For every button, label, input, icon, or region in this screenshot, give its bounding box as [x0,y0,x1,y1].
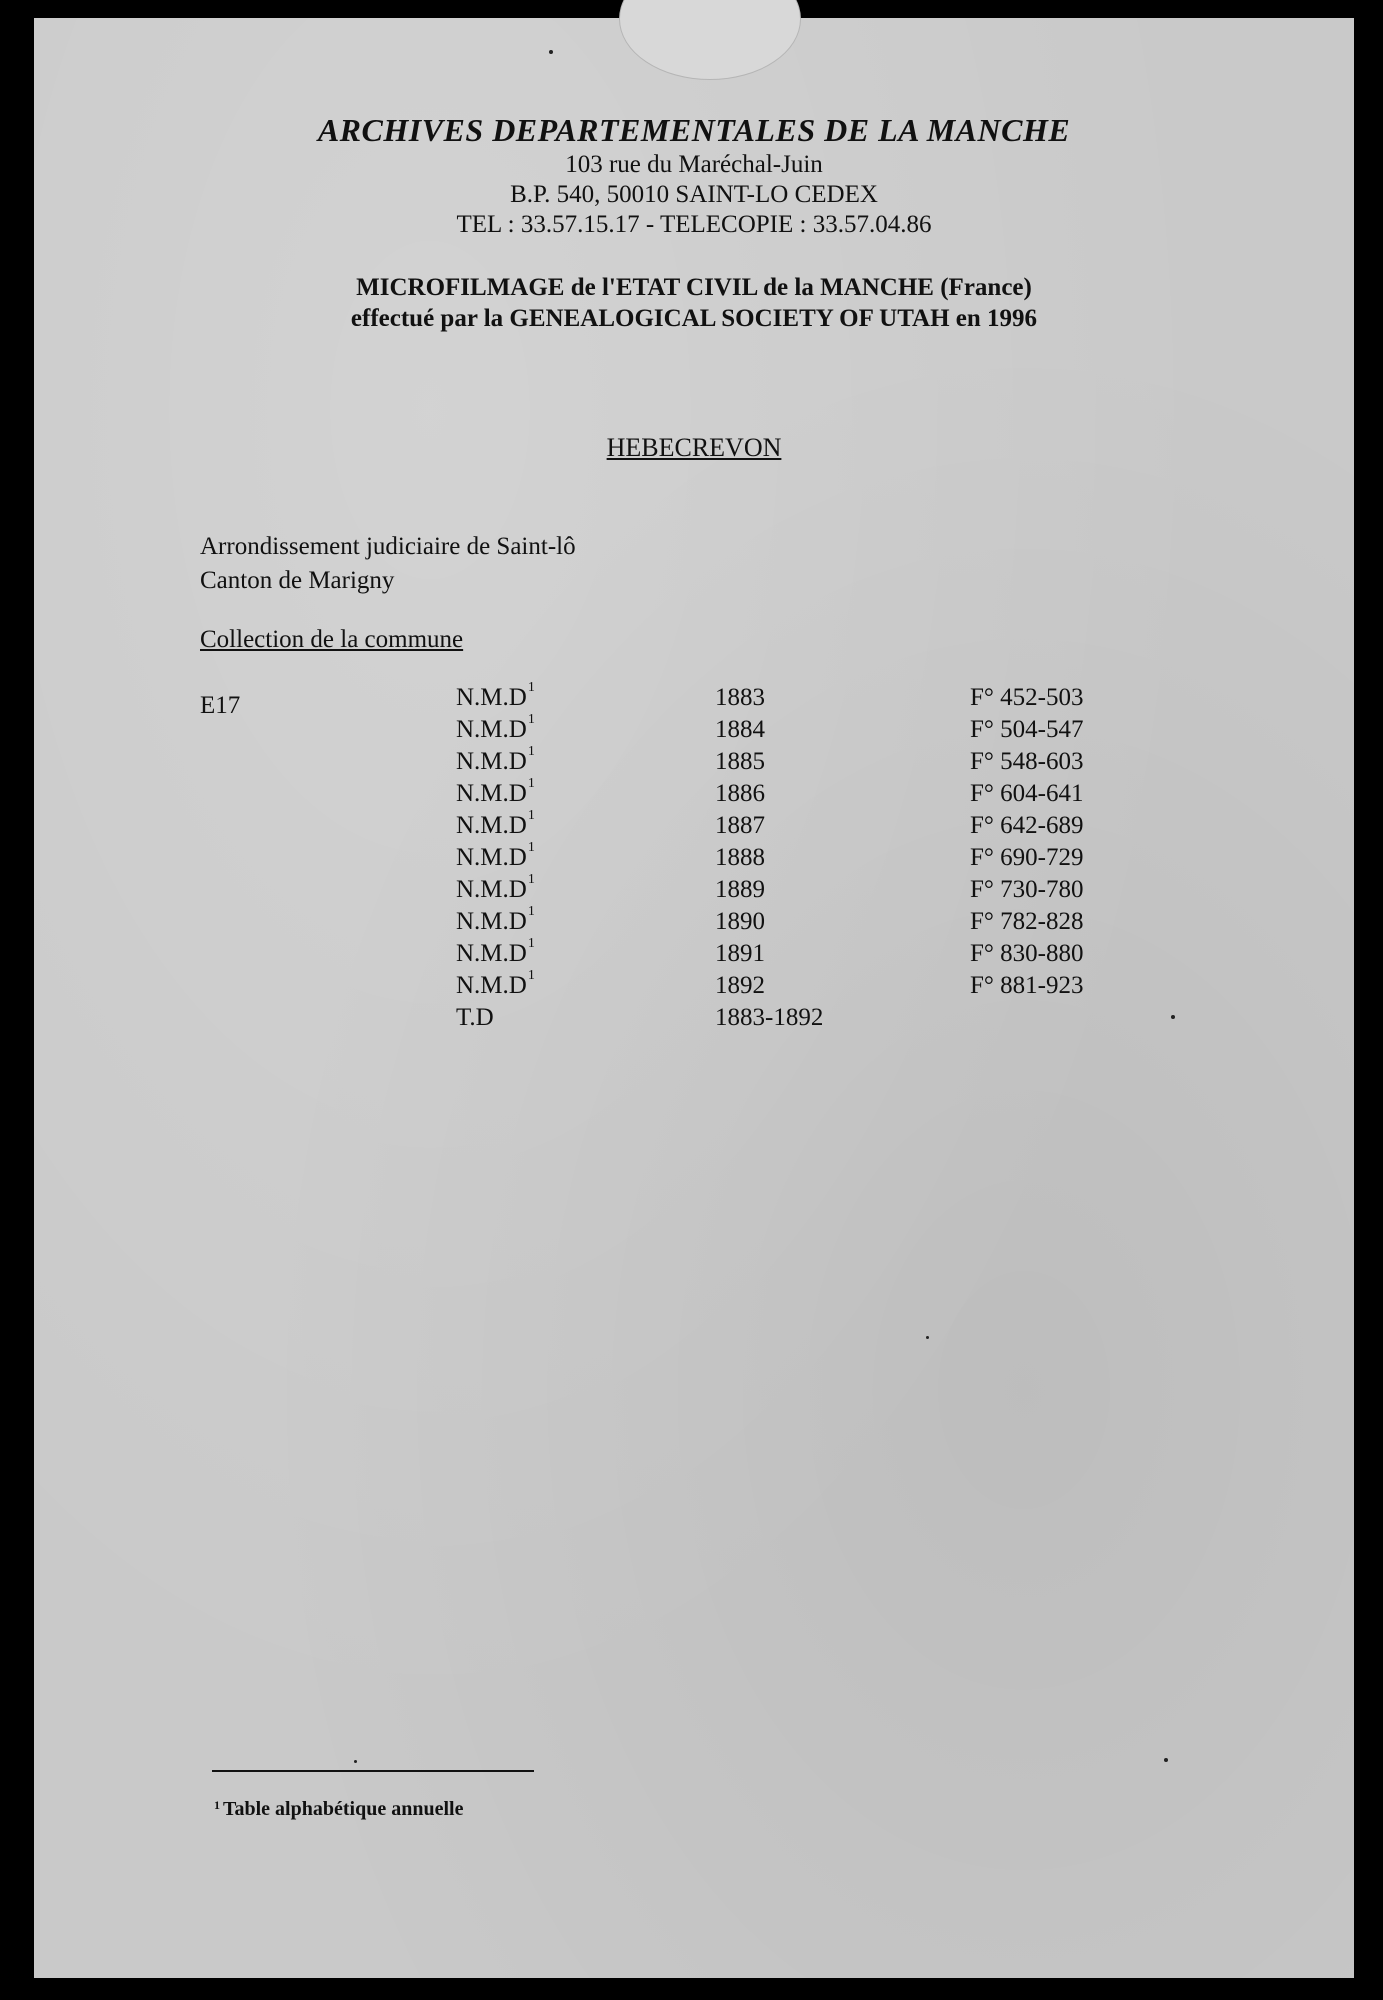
record-type-label: N.M.D [456,684,527,711]
record-folio: F° 548-603 [970,748,1084,775]
record-row [34,744,1354,780]
record-type-label: N.M.D [456,844,527,871]
record-row [34,680,1354,716]
record-note-marker: 1 [527,872,535,887]
footnote [214,1798,463,1821]
admin-info [200,530,576,598]
record-type [456,1004,494,1032]
record-year: 1887 [715,812,765,839]
record-row [34,904,1354,940]
microfilm-line-2: effectué par la GENEALOGICAL SOCIETY OF UTAH en 1996 [350,305,1038,332]
record-type [456,840,535,872]
record-year: 1892 [715,972,765,999]
record-row [34,712,1354,748]
dust-speck [549,50,553,54]
record-type-label: N.M.D [456,940,527,967]
record-year: 1883 [715,684,765,711]
record-type-label: N.M.D [456,716,527,743]
record-note-marker: 1 [527,968,535,983]
record-type-label: N.M.D [456,780,527,807]
record-type [456,744,535,776]
record-note-marker: 1 [527,904,535,919]
record-type [456,808,535,840]
record-row [34,872,1354,908]
record-type-label: N.M.D [456,748,527,775]
document-header [34,110,1354,334]
footnote-rule [212,1770,534,1772]
record-folio: F° 604-641 [970,780,1084,807]
record-folio: F° 830-880 [970,940,1084,967]
record-type-label: T.D [456,1004,494,1031]
record-note-marker: 1 [527,936,535,951]
document-page [34,18,1354,1978]
record-note-marker: 1 [527,776,535,791]
record-row [34,968,1354,1004]
record-year: 1884 [715,716,765,743]
record-type [456,776,535,808]
record-row [34,808,1354,844]
footnote-marker: 1 [214,1798,220,1812]
record-row [34,840,1354,876]
record-year: 1891 [715,940,765,967]
record-folio: F° 452-503 [970,684,1084,711]
record-note-marker: 1 [527,808,535,823]
record-type [456,680,535,712]
record-note-marker: 1 [527,744,535,759]
dust-speck [926,1336,929,1339]
record-type [456,936,535,968]
record-type [456,872,535,904]
dust-speck [1164,1758,1168,1762]
record-type [456,712,535,744]
record-row [34,936,1354,972]
record-folio: F° 642-689 [970,812,1084,839]
dust-speck [354,1760,357,1763]
record-note-marker: 1 [527,680,535,695]
record-year: 1890 [715,908,765,935]
record-folio: F° 881-923 [970,972,1084,999]
page-notch [619,0,801,80]
arrondissement: Arrondissement judiciaire de Saint-lô [200,533,576,560]
record-year: 1888 [715,844,765,871]
address-postal: B.P. 540, 50010 SAINT-LO CEDEX [510,181,878,208]
collection-heading: Collection de la commune [200,626,464,653]
record-type-label: N.M.D [456,812,527,839]
record-note-marker: 1 [527,840,535,855]
address-phone: TEL : 33.57.15.17 - TELECOPIE : 33.57.04.86 [456,211,932,238]
record-folio: F° 730-780 [970,876,1084,903]
microfilm-line-1: MICROFILMAGE de l'ETAT CIVIL de la MANCHE (France) [356,274,1032,301]
dust-speck [1171,1015,1175,1019]
record-year: 1883-1892 [715,1004,824,1031]
record-row [34,776,1354,812]
record-folio: F° 504-547 [970,716,1084,743]
record-year: 1886 [715,780,765,807]
footnote-text: Table alphabétique annuelle [223,1798,464,1820]
microfilm-statement [34,272,1354,334]
record-type-label: N.M.D [456,908,527,935]
record-year: 1885 [715,748,765,775]
cote-reference: E17 [200,692,241,719]
commune-name: HEBECREVON [606,433,782,462]
record-type [456,904,535,936]
record-folio: F° 782-828 [970,908,1084,935]
record-note-marker: 1 [527,712,535,727]
canton: Canton de Marigny [200,567,395,594]
record-type-label: N.M.D [456,972,527,999]
record-type-label: N.M.D [456,876,527,903]
record-folio: F° 690-729 [970,844,1084,871]
archive-title: ARCHIVES DEPARTEMENTALES DE LA MANCHE [317,112,1071,148]
record-type [456,968,535,1000]
record-row [34,1004,1354,1036]
record-year: 1889 [715,876,765,903]
address-street: 103 rue du Maréchal-Juin [565,151,823,178]
